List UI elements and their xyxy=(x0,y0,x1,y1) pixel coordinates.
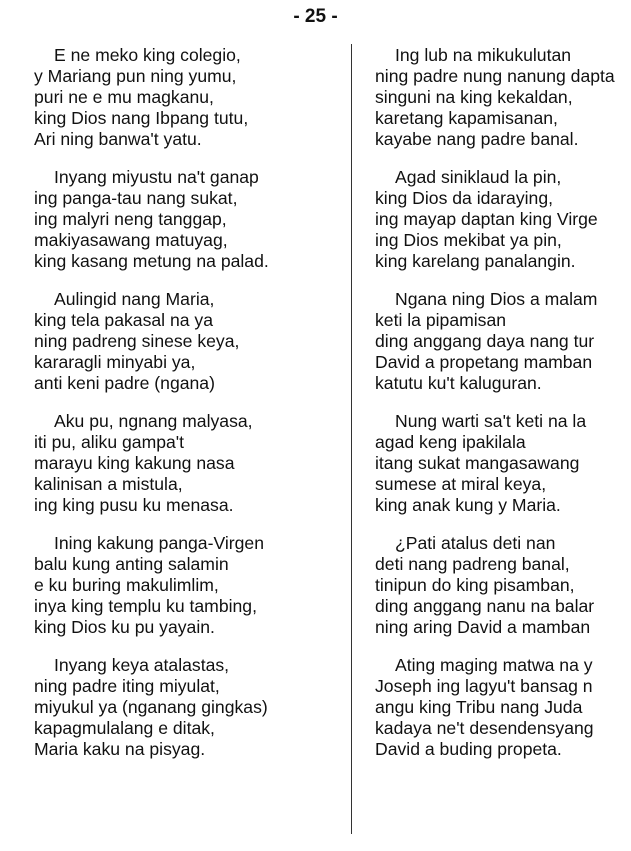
verse-line: king Dios ku pu yayain. xyxy=(34,617,215,637)
verse-line: king Dios nang Ibpang tutu, xyxy=(34,108,249,128)
verse-line: ning padre iting miyulat, xyxy=(34,676,220,696)
verse-line: Ing lub na mikukulutan xyxy=(395,45,572,65)
stanza xyxy=(375,167,631,272)
verse-line: kalinisan a mistula, xyxy=(34,474,183,494)
right-column xyxy=(375,45,631,777)
verse-line: sumese at miral keya, xyxy=(375,474,547,494)
verse-line: ing Dios mekibat ya pin, xyxy=(375,230,562,250)
verse-line: king tela pakasal na ya xyxy=(34,310,213,330)
verse-line: E ne meko king colegio, xyxy=(54,45,241,65)
verse-line: ing malyri neng tanggap, xyxy=(34,209,227,229)
verse-line: Aulingid nang Maria, xyxy=(54,289,215,309)
stanza xyxy=(34,411,346,516)
verse-line: ning padreng sinese keya, xyxy=(34,331,240,351)
stanza xyxy=(375,289,631,394)
verse-line: miyukul ya (nganang gingkas) xyxy=(34,697,268,717)
verse-line: agad keng ipakilala xyxy=(375,432,526,452)
verse-line: e ku buring makulimlim, xyxy=(34,575,219,595)
verse-line: kararagli minyabi ya, xyxy=(34,352,196,372)
verse-line: Inyang miyustu na't ganap xyxy=(54,167,259,187)
verse-line: David a buding propeta. xyxy=(375,739,562,759)
verse-line: puri ne e mu magkanu, xyxy=(34,87,214,107)
column-divider xyxy=(351,44,352,834)
verse-line: Agad siniklaud la pin, xyxy=(395,167,562,187)
verse-line: Ari ning banwa't yatu. xyxy=(34,129,202,149)
verse-line: Ngana ning Dios a malam xyxy=(395,289,598,309)
verse-line: singuni na king kekaldan, xyxy=(375,87,573,107)
verse-line: ning aring David a mamban xyxy=(375,617,591,637)
left-column xyxy=(34,45,346,777)
stanza xyxy=(375,655,631,760)
verse-line: katutu ku't kaluguran. xyxy=(375,373,542,393)
verse-line: kayabe nang padre banal. xyxy=(375,129,579,149)
verse-line: marayu king kakung nasa xyxy=(34,453,235,473)
stanza xyxy=(34,167,346,272)
stanza xyxy=(375,533,631,638)
verse-line: makiyasawang matuyag, xyxy=(34,230,228,250)
verse-line: Nung warti sa't keti na la xyxy=(395,411,587,431)
verse-line: iti pu, aliku gampa't xyxy=(34,432,185,452)
stanza xyxy=(375,45,631,150)
verse-line: king Dios da idaraying, xyxy=(375,188,553,208)
verse-line: Aku pu, ngnang malyasa, xyxy=(54,411,253,431)
verse-line: king karelang panalangin. xyxy=(375,251,576,271)
stanza xyxy=(34,289,346,394)
verse-line: balu kung anting salamin xyxy=(34,554,229,574)
stanza xyxy=(34,45,346,150)
page-number: - 25 - xyxy=(293,6,338,27)
verse-line: kadaya ne't desendensyang xyxy=(375,718,594,738)
verse-line: ding anggang nanu na balar xyxy=(375,596,595,616)
verse-line: karetang kapamisanan, xyxy=(375,108,558,128)
verse-line: Ating maging matwa na y xyxy=(395,655,593,675)
verse-line: itang sukat mangasawang xyxy=(375,453,580,473)
stanza xyxy=(34,655,346,760)
verse-line: ¿Pati atalus deti nan xyxy=(395,533,556,553)
verse-line: inya king templu ku tambing, xyxy=(34,596,257,616)
verse-line: Joseph ing lagyu't bansag n xyxy=(375,676,593,696)
verse-line: deti nang padreng banal, xyxy=(375,554,570,574)
verse-line: king anak kung y Maria. xyxy=(375,495,561,515)
verse-line: ing king pusu ku menasa. xyxy=(34,495,234,515)
verse-line: ding anggang daya nang tur xyxy=(375,331,595,351)
verse-line: anti keni padre (ngana) xyxy=(34,373,215,393)
stanza xyxy=(375,411,631,516)
verse-line: ing mayap daptan king Virge xyxy=(375,209,598,229)
verse-line: Ining kakung panga-Virgen xyxy=(54,533,264,553)
verse-line: y Mariang pun ning yumu, xyxy=(34,66,237,86)
stanza xyxy=(34,533,346,638)
verse-line: keti la pipamisan xyxy=(375,310,507,330)
verse-line: Maria kaku na pisyag. xyxy=(34,739,206,759)
verse-line: ing panga-tau nang sukat, xyxy=(34,188,238,208)
verse-line: Inyang keya atalastas, xyxy=(54,655,230,675)
verse-line: angu king Tribu nang Juda xyxy=(375,697,583,717)
verse-line: kapagmulalang e ditak, xyxy=(34,718,215,738)
verse-line: David a propetang mamban xyxy=(375,352,593,372)
verse-line: tinipun do king pisamban, xyxy=(375,575,575,595)
verse-line: ning padre nung nanung dapta xyxy=(375,66,615,86)
verse-line: king kasang metung na palad. xyxy=(34,251,269,271)
